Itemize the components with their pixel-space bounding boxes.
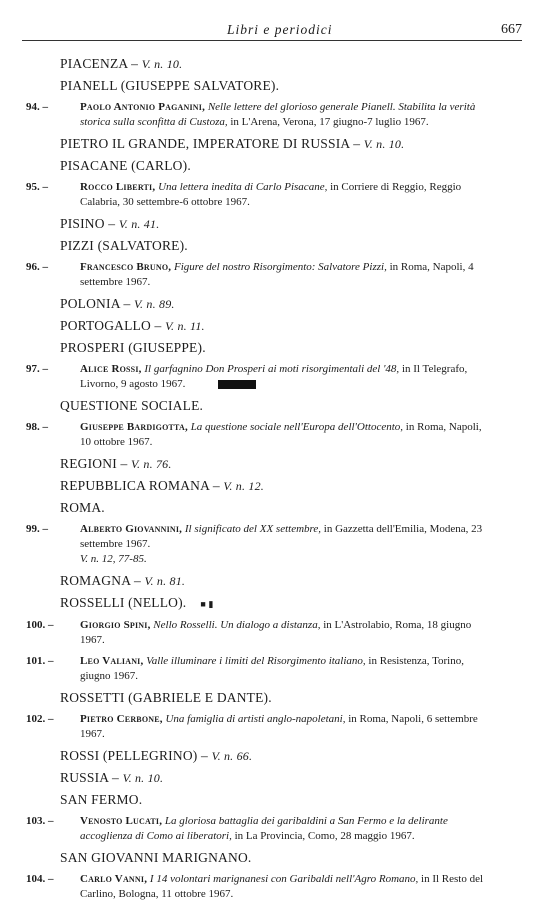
entry-author: Paolo Antonio Paganini, [80, 101, 206, 113]
bibliography-entry [0, 522, 550, 567]
entry-author: Carlo Vanni, [80, 873, 148, 885]
heading-name: PIETRO IL GRANDE, IMPERATORE DI RUSSIA [60, 136, 350, 151]
heading-name: REGIONI [60, 456, 117, 471]
entry-number: 99. – [26, 523, 48, 535]
heading-name: ROSSETTI (GABRIELE E DANTE). [60, 690, 272, 705]
entry-title: Una famiglia di artisti anglo-napoletani, [165, 713, 346, 725]
entry-details: in L'Astrolabio, Roma, 18 giugno 1967. [80, 619, 472, 646]
subject-heading [0, 792, 550, 808]
entry-title: I 14 volontari marignanesi con Garibaldi nell'Agro Romano, [149, 873, 419, 885]
bibliography-entry [0, 872, 550, 902]
heading-name: SAN FERMO. [60, 792, 143, 807]
ink-mark [218, 380, 256, 389]
bibliography-entry [0, 362, 550, 392]
entry-number: 102. – [26, 713, 54, 725]
entry-details: in Corriere di Reggio, Reggio Calabria, 30 settembre-6 ottobre 1967. [80, 181, 462, 208]
entry-details: in Resistenza, Torino, giugno 1967. [80, 655, 464, 682]
bibliography-entry [0, 420, 550, 450]
subject-heading: RUSSIA – V. n. 10. [60, 770, 164, 785]
heading-name: PROSPERI (GIUSEPPE). [60, 340, 206, 355]
cross-reference: V. n. 12. [223, 479, 265, 493]
subject-heading: PIETRO IL GRANDE, IMPERATORE DI RUSSIA – V. n. 10. [60, 136, 405, 151]
subject-heading: ROMAGNA – V. n. 81. [60, 573, 186, 588]
heading-name: ROSSI (PELLEGRINO) [60, 748, 198, 763]
subject-heading [0, 850, 550, 866]
entry-title: La questione sociale nell'Europa dell'Ottocento, [190, 421, 404, 433]
heading-name: QUESTIONE SOCIALE. [60, 398, 204, 413]
subject-heading [0, 500, 550, 516]
heading-name: PIACENZA [60, 56, 128, 71]
cross-reference: V. n. 10. [122, 771, 164, 785]
entry-title: Il garfagnino Don Prosperi ai moti risorgimentali del '48, [144, 363, 400, 375]
entry-title: La gloriosa battaglia dei garibaldini a San Fermo e la delirante accoglienza di Como ai liberatori, [80, 815, 448, 842]
entry-number: 94. – [26, 101, 48, 113]
heading-name: ROSSELLI (NELLO). [60, 595, 187, 610]
entry-number: 95. – [26, 181, 48, 193]
entry-number: 101. – [26, 655, 54, 667]
cross-reference: V. n. 66. [211, 749, 253, 763]
entry-number: 104. – [26, 873, 54, 885]
subject-heading: REPUBBLICA ROMANA – V. n. 12. [60, 478, 265, 493]
subject-heading [0, 158, 550, 174]
bibliography-entry [0, 654, 550, 684]
entry-author: Venosto Lucati, [80, 815, 163, 827]
cross-reference: V. n. 10. [141, 57, 183, 71]
entry-author: Alice Rossi, [80, 363, 142, 375]
cross-reference: V. n. 76. [131, 457, 172, 471]
subject-heading: REGIONI – V. n. 76. [60, 456, 172, 471]
page-header [22, 22, 522, 40]
entry-title: Nelle lettere del glorioso generale Pianell. Stabilita la verità storica sulla sconfitta di Custoza, [80, 101, 476, 128]
subject-heading [0, 690, 550, 706]
heading-name: PISACANE (CARLO). [60, 158, 191, 173]
subject-heading [0, 238, 550, 254]
entry-number: 97. – [26, 363, 48, 375]
cross-reference: V. n. 10. [363, 137, 405, 151]
cross-reference: V. n. 12, 77-85. [80, 553, 147, 565]
entry-details: in Il Telegrafo, Livorno, 9 agosto 1967. [80, 363, 468, 390]
heading-name: RUSSIA [60, 770, 109, 785]
subject-heading: POLONIA – V. n. 89. [60, 296, 175, 311]
bibliography-entry [0, 814, 550, 844]
subject-heading [0, 398, 550, 414]
entry-details: in La Provincia, Como, 28 maggio 1967. [234, 830, 415, 842]
bibliography-entry [0, 100, 550, 130]
entry-author: Francesco Bruno, [80, 261, 172, 273]
heading-name: ROMAGNA [60, 573, 131, 588]
cross-reference: V. n. 11. [165, 319, 205, 333]
ink-dots: ■ ▮ [200, 599, 214, 609]
entry-title: Valle illuminare i limiti del Risorgimento italiano, [146, 655, 366, 667]
entry-number: 98. – [26, 421, 48, 433]
entry-title: Il significato del XX settembre, [184, 523, 322, 535]
subject-heading: ROSSI (PELLEGRINO) – V. n. 66. [60, 748, 253, 763]
running-title: Libri e periodici [227, 22, 333, 37]
entry-author: Giorgio Spini, [80, 619, 151, 631]
entry-author: Giuseppe Bardigotta, [80, 421, 188, 433]
bibliography-entry [0, 712, 550, 742]
cross-reference: V. n. 81. [144, 574, 186, 588]
entry-details: in Il Resto del Carlino, Bologna, 11 ottobre 1967. [80, 873, 484, 900]
heading-name: PISINO [60, 216, 105, 231]
page-number: 667 [501, 22, 522, 37]
heading-name: REPUBBLICA ROMANA [60, 478, 210, 493]
heading-name: PORTOGALLO [60, 318, 151, 333]
subject-heading [0, 340, 550, 356]
cross-reference: V. n. 41. [118, 217, 160, 231]
subject-heading [0, 78, 550, 94]
heading-name: ROMA. [60, 500, 105, 515]
bibliography-entry [0, 618, 550, 648]
entry-author: Leo Valiani, [80, 655, 144, 667]
heading-name: POLONIA [60, 296, 120, 311]
entry-author: Pietro Cerbone, [80, 713, 163, 725]
heading-name: PIZZI (SALVATORE). [60, 238, 188, 253]
entry-title: Una lettera inedita di Carlo Pisacane, [158, 181, 328, 193]
heading-name: SAN GIOVANNI MARIGNANO. [60, 850, 252, 865]
entry-number: 103. – [26, 815, 54, 827]
cross-reference: V. n. 89. [134, 297, 175, 311]
bibliography-entry [0, 260, 550, 290]
entry-author: Rocco Liberti, [80, 181, 156, 193]
header-rule [22, 40, 522, 41]
entry-title: Nello Rosselli. Un dialogo a distanza, [153, 619, 321, 631]
subject-heading: PIACENZA – V. n. 10. [60, 56, 183, 71]
entry-details: in Gazzetta dell'Emilia, Modena, 23 settembre 1967. [80, 523, 483, 550]
entry-title: Figure del nostro Risorgimento: Salvatore Pizzi, [173, 261, 387, 273]
heading-name: PIANELL (GIUSEPPE SALVATORE). [60, 78, 280, 93]
subject-heading: PISINO – V. n. 41. [60, 216, 160, 231]
bibliography-entry [0, 180, 550, 210]
bibliography-body [0, 56, 550, 908]
entry-number: 96. – [26, 261, 48, 273]
entry-details: in Roma, Napoli, 4 settembre 1967. [80, 261, 474, 288]
entry-number: 100. – [26, 619, 54, 631]
subject-heading: PORTOGALLO – V. n. 11. [60, 318, 205, 333]
entry-author: Alberto Giovannini, [80, 523, 183, 535]
entry-details: in Roma, Napoli, 6 settembre 1967. [80, 713, 478, 740]
entry-details: in Roma, Napoli, 10 ottobre 1967. [80, 421, 482, 448]
entry-details: in L'Arena, Verona, 17 giugno-7 luglio 1967. [230, 116, 429, 128]
subject-heading [0, 595, 550, 612]
